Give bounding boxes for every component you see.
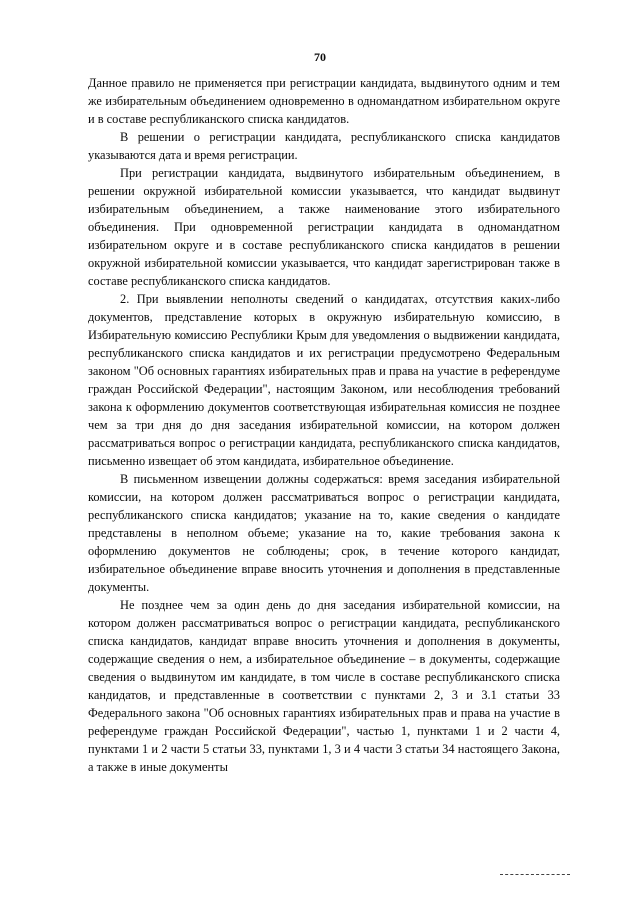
paragraph-written-notice: В письменном извещении должны содержаться: время заседания избирательной комиссии, на котором должен рассматриваться вопрос о регистрации кандидата, республиканского списка кандидатов; указание на то, какие сведения о кандидате представлены в неполном объеме; указание на то, какие требования закона к оформлению документов не соблюдены; срок, в течение которого кандидат, избирательное объединение вправе вносить уточнения и дополнения в представленные документы. [88,472,560,594]
paragraph-clarifications: Не позднее чем за один день до дня заседания избирательной комиссии, на котором должен рассматриваться вопрос о регистрации кандидата, республиканского списка кандидатов, кандидат вправе вносить уточнения и дополнения в документы, содержащие сведения о нем, а избирательное объединение – в документы, содержащие сведения о выдвинутом им кандидате, в том числе в составе республиканского списка кандидатов, и представленные в соответствии с пунктами 2, 3 и 3.1 статьи 33 Федерального закона "Об основных гарантиях избирательных прав и права на участие в референдуме граждан Российской Федерации", частью 1, пунктами 1 и 2 части 4, пунктами 1 и 2 части 5 статьи 33, пунктами 1, 3 и 4 части 3 статьи 34 настоящего Закона, а также в иные документы [88,598,560,774]
paragraph-rule-exception: Данное правило не применяется при регистрации кандидата, выдвинутого одним и тем же избирательным объединением одновременно в одномандатном избирательном округе и в составе республиканского списка кандидатов. [88,76,560,126]
footer-dashed-line [500,874,570,875]
document-body [88,74,560,776]
paragraph-association-candidate: При регистрации кандидата, выдвинутого избирательным объединением, в решении окружной избирательной комиссии указывается, что кандидат выдвинут избирательным объединением, а также наименование этого избирательного объединения. При одновременной регистрации кандидата в одномандатном избирательном округе и в составе республиканского списка кандидатов в решении окружной избирательной комиссии указывается, что кандидат зарегистрирован также в составе республиканского списка кандидатов. [88,166,560,288]
paragraph-incomplete-information: 2. При выявлении неполноты сведений о кандидатах, отсутствия каких-либо документов, представление которых в окружную избирательную комиссию, в Избирательную комиссию Республики Крым для уведомления о выдвижении кандидата, республиканского списка кандидатов и их регистрации предусмотрено Федеральным законом "Об основных гарантиях избирательных прав и права на участие в референдуме граждан Российской Федерации", настоящим Законом, или несоблюдения требований закона к оформлению документов соответствующая избирательная комиссия не позднее чем за три дня до дня заседания избирательной комиссии, на котором должен рассматриваться вопрос о регистрации кандидата, республиканского списка кандидатов, письменно извещает об этом кандидата, избирательное объединение. [88,292,560,468]
page-number: 70 [314,50,326,64]
paragraph-registration-decision: В решении о регистрации кандидата, республиканского списка кандидатов указываются дата и время регистрации. [88,130,560,162]
